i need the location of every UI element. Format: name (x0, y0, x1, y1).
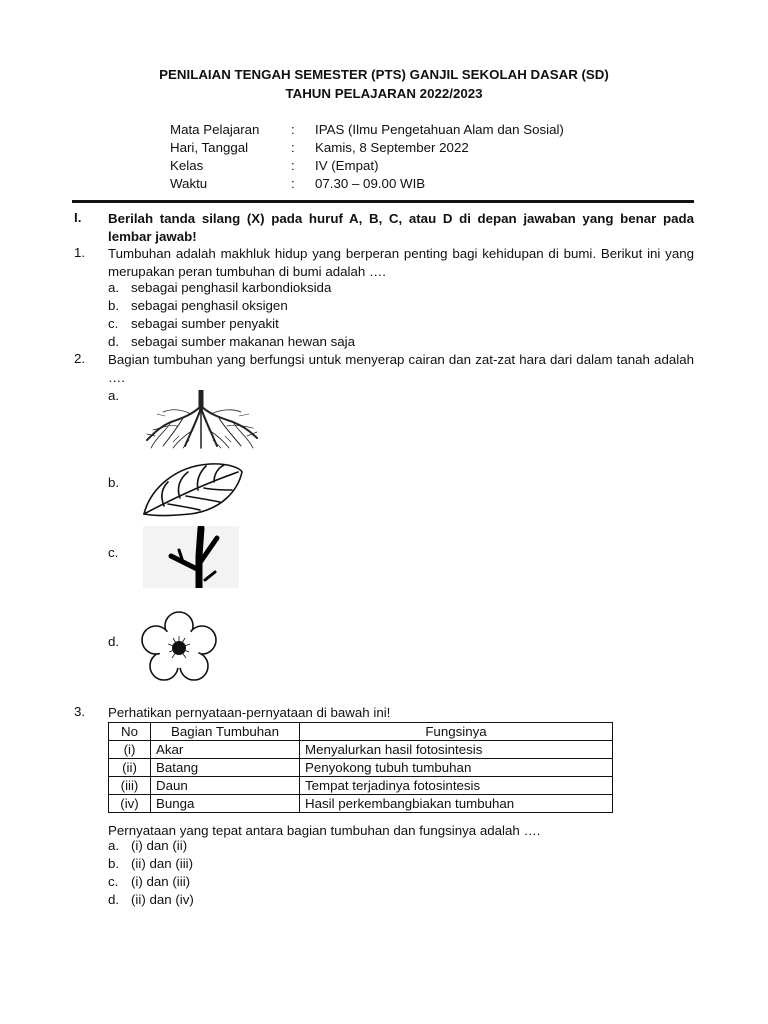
table-header: Fungsinya (300, 723, 613, 741)
info-value: IV (Empat) (315, 158, 379, 173)
header-divider (72, 200, 694, 203)
option-letter: d. (108, 634, 120, 649)
option-item (108, 297, 288, 315)
info-colon: : (291, 122, 295, 137)
table-header-row (109, 723, 613, 741)
table-cell: (iii) (109, 777, 151, 795)
option-letter: c. (108, 545, 119, 560)
option-text: (i) dan (ii) (131, 838, 188, 853)
question-intro: Perhatikan pernyataan-pernyataan di bawah ini! (108, 705, 391, 720)
exam-year: TAHUN PELAJARAN 2022/2023 (285, 86, 483, 101)
option-letter: a. (108, 838, 120, 853)
info-label: Hari, Tanggal (170, 140, 249, 155)
table-cell: Bunga (151, 795, 300, 813)
plant-parts-table (108, 722, 613, 813)
question-number: 2. (74, 351, 86, 366)
leaf-illustration (140, 460, 245, 518)
table-cell: Akar (151, 741, 300, 759)
info-value: IPAS (Ilmu Pengetahuan Alam dan Sosial) (315, 122, 564, 137)
info-label: Kelas (170, 158, 204, 173)
option-text: sebagai penghasil oksigen (131, 298, 288, 313)
info-colon: : (291, 140, 295, 155)
table-row (109, 795, 613, 813)
table-cell: Menyalurkan hasil fotosintesis (300, 741, 613, 759)
section-number: I. (74, 210, 82, 225)
question-text: Bagian tumbuhan yang berfungsi untuk menyerap cairan dan zat-zat hara dari dalam tanah adalah …. (108, 352, 694, 385)
question-number: 1. (74, 245, 86, 260)
table-cell: (ii) (109, 759, 151, 777)
table-cell: Batang (151, 759, 300, 777)
table-cell: Tempat terjadinya fotosintesis (300, 777, 613, 795)
option-item (108, 279, 331, 297)
option-letter: d. (108, 334, 120, 349)
option-item (108, 333, 355, 351)
table-row (109, 759, 613, 777)
option-text: (ii) dan (iii) (131, 856, 194, 871)
table-cell: Daun (151, 777, 300, 795)
option-letter: c. (108, 316, 119, 331)
option-letter: a. (108, 280, 120, 295)
option-item (108, 837, 187, 855)
table-cell: Penyokong tubuh tumbuhan (300, 759, 613, 777)
table-row (109, 777, 613, 795)
option-letter: b. (108, 856, 120, 871)
question-number: 3. (74, 704, 86, 719)
section-instruction: Berilah tanda silang (X) pada huruf A, B, C, atau D di depan jawaban yang benar pada lembar jawab! (108, 211, 694, 244)
option-letter: d. (108, 892, 120, 907)
exam-title: PENILAIAN TENGAH SEMESTER (PTS) GANJIL SEKOLAH DASAR (SD) (159, 67, 609, 82)
option-text: (ii) dan (iv) (131, 892, 194, 907)
info-label: Mata Pelajaran (170, 122, 260, 137)
option-text: (i) dan (iii) (131, 874, 191, 889)
table-cell: (iv) (109, 795, 151, 813)
question-text: Tumbuhan adalah makhluk hidup yang berperan penting bagi kehidupan di bumi. Berikut ini yang merupakan peran tumbuhan di bumi adalah …. (108, 246, 694, 279)
option-item (108, 891, 194, 909)
option-text: sebagai sumber penyakit (131, 316, 279, 331)
info-colon: : (291, 158, 295, 173)
table-row (109, 741, 613, 759)
option-text: sebagai penghasil karbondioksida (131, 280, 332, 295)
option-item (108, 855, 193, 873)
option-item (108, 873, 190, 891)
table-header: No (109, 723, 151, 741)
info-value: 07.30 – 09.00 WIB (315, 176, 426, 191)
info-label: Waktu (170, 176, 208, 191)
table-cell: (i) (109, 741, 151, 759)
option-letter: c. (108, 874, 119, 889)
table-cell: Hasil perkembangbiakan tumbuhan (300, 795, 613, 813)
option-letter: a. (108, 388, 120, 403)
roots-illustration (143, 390, 261, 450)
info-value: Kamis, 8 September 2022 (315, 140, 469, 155)
stem-branch-illustration (143, 526, 239, 588)
option-letter: b. (108, 298, 120, 313)
info-colon: : (291, 176, 295, 191)
table-header: Bagian Tumbuhan (151, 723, 300, 741)
option-text: sebagai sumber makanan hewan saja (131, 334, 355, 349)
option-letter: b. (108, 475, 120, 490)
option-item (108, 315, 279, 333)
question-text: Pernyataan yang tepat antara bagian tumbuhan dan fungsinya adalah …. (108, 823, 541, 838)
flower-illustration (140, 610, 218, 682)
